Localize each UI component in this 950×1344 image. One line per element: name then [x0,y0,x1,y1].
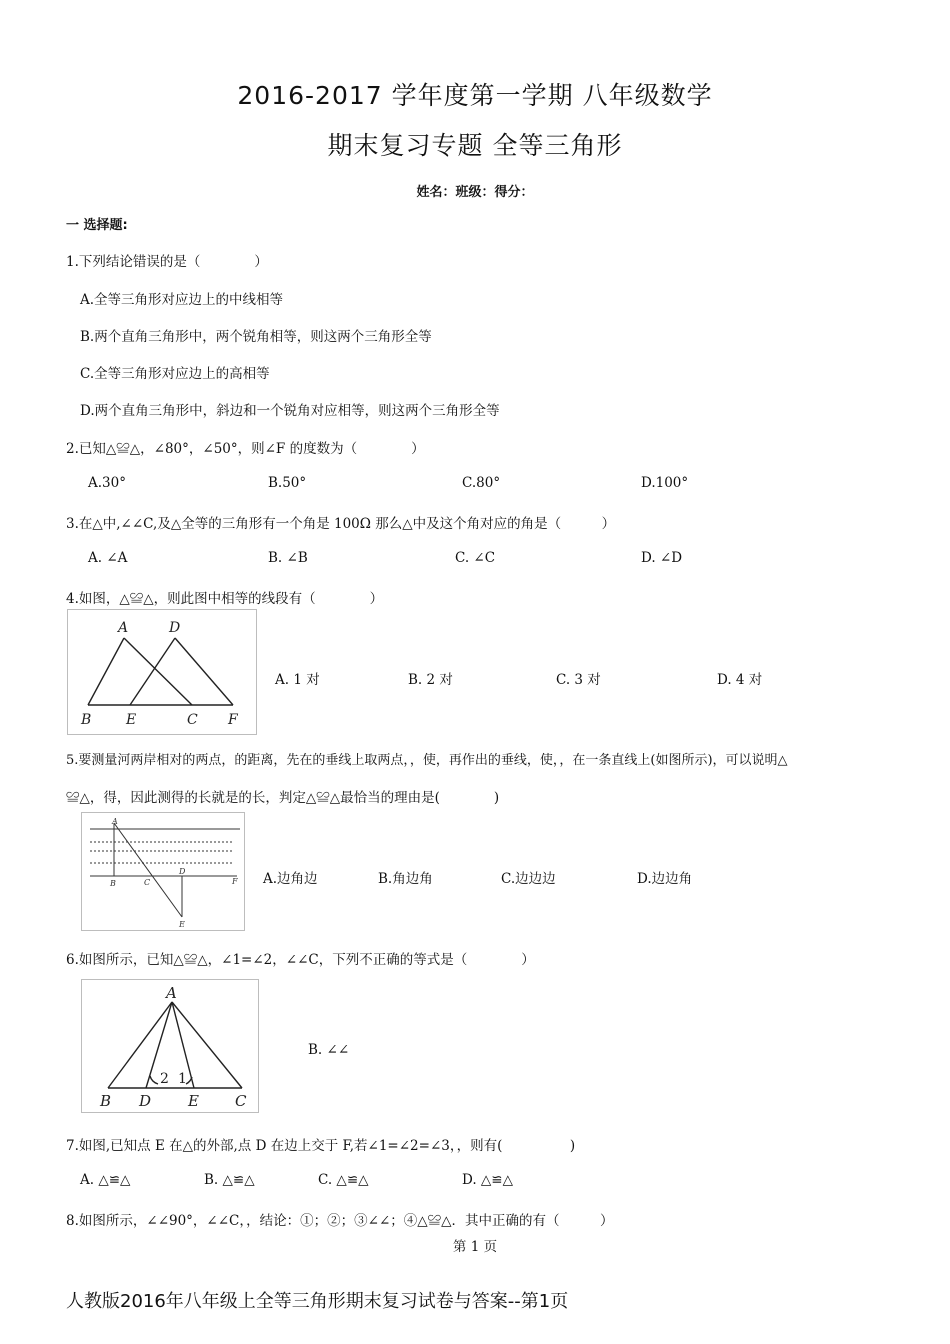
label-C: C [235,1092,247,1110]
label-E: E [188,1092,199,1110]
question-7-option-a: A. △≌△ [80,1172,131,1188]
question-3-option-b: B. ∠B [268,550,308,566]
question-7-stem: 7.如图,已知点 E 在△的外部,点 D 在边上交于 F,若∠1=∠2=∠3，，则有( ) [66,1138,576,1154]
question-6-stem: 6.如图所示，已知△≌△，∠1=∠2，∠∠C，下列不正确的等式是（ ） [66,952,535,968]
label-E: E [179,920,185,929]
label-A: A [118,620,129,636]
label-C: C [144,878,151,887]
label-A: A [166,984,177,1002]
question-4-option-b: B. 2 对 [408,672,453,688]
question-5-figure [81,812,245,931]
label-F: F [228,712,238,728]
question-1-option-c: C.全等三角形对应边上的高相等 [80,366,270,382]
question-4-figure [67,609,257,735]
label-B: B [81,712,92,728]
question-7-option-c: C. △≌△ [318,1172,369,1188]
label-angle-1: 1 [178,1071,187,1087]
question-6-figure [81,979,259,1113]
question-5-option-c: C.边边边 [501,871,556,887]
question-3-option-d: D. ∠D [641,550,683,566]
question-2-option-b: B.50° [268,475,307,491]
question-2-stem: 2.已知△≌△，∠80°，∠50°，则∠F 的度数为（ ） [66,441,425,457]
label-D: D [179,867,186,876]
question-5-option-d: D.边边角 [637,871,693,887]
question-4-option-d: D. 4 对 [717,672,763,688]
question-8-stem: 8.如图所示，∠∠90°，∠∠C，，结论：①；②；③∠∠；④△≌△．其中正确的有（ ） [66,1213,614,1229]
question-1-option-d: D.两个直角三角形中，斜边和一个锐角对应相等，则这两个三角形全等 [80,403,500,419]
question-3-option-a: A. ∠A [88,550,128,566]
question-1-option-b: B.两个直角三角形中，两个锐角相等，则这两个三角形全等 [80,329,432,345]
question-5-option-b: B.角边角 [378,871,433,887]
question-3-option-c: C. ∠C [455,550,496,566]
question-4-option-a: A. 1 对 [275,672,320,688]
question-4-stem: 4.如图，△≌△，则此图中相等的线段有（ ） [66,591,384,607]
label-F: F [232,877,238,886]
question-7-option-d: D. △≌△ [462,1172,514,1188]
label-D: D [169,620,181,636]
question-2-option-a: A.30° [88,475,126,491]
question-3-stem: 3.在△中,∠∠C,及△全等的三角形有一个角是 100Ω 那么△中及这个角对应的角是（ ） [66,516,616,532]
label-angle-2: 2 [160,1071,169,1087]
label-B: B [100,1092,112,1110]
student-info: 姓名：班级：得分： [416,185,534,200]
section-heading: 一 选择题: [66,218,128,233]
label-D: D [139,1092,152,1110]
question-2-option-d: D.100° [641,475,689,491]
question-1-stem: 1.下列结论错误的是（ ） [66,254,268,270]
page-number: 第 1 页 [452,1239,498,1255]
question-1-option-a: A.全等三角形对应边上的中线相等 [80,292,284,308]
question-4-option-c: C. 3 对 [556,672,601,688]
label-A: A [112,817,118,826]
question-5-stem-line-2: ≌△，得，因此测得的长就是的长，判定△≌△最恰当的理由是( ) [66,790,500,806]
label-B: B [110,879,116,888]
question-5-stem-line-1: 5.要测量河两岸相对的两点，的距离，先在的垂线上取两点，，使，再作出的垂线，使，，在一条直线上(如图所示)，可以说明△ [66,753,788,768]
question-2-option-c: C.80° [462,475,501,491]
label-C: C [187,712,198,728]
question-6-option-b: B. ∠∠ [308,1042,350,1058]
label-E: E [126,712,137,728]
question-5-option-a: A.边角边 [263,871,318,887]
title-line-2: 期末复习专题 全等三角形 [327,131,623,160]
title-line-1: 2016-2017 学年度第一学期 八年级数学 [237,81,713,110]
document-footer: 人教版2016年八年级上全等三角形期末复习试卷与答案--第1页 [66,1291,569,1312]
question-7-option-b: B. △≌△ [204,1172,255,1188]
